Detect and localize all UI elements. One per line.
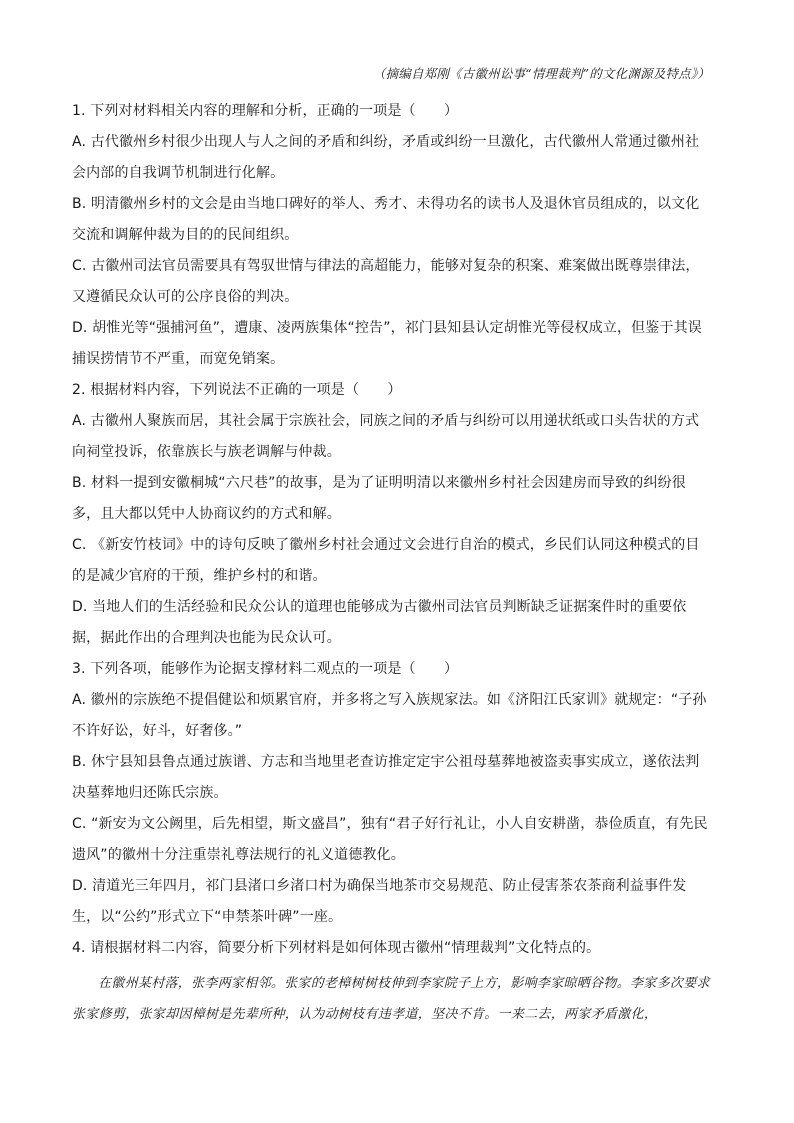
question-stem: 1. 下列对材料相关内容的理解和分析，正确的一项是（ ） <box>72 103 459 119</box>
question-2 <box>72 375 710 654</box>
question-stem: 4. 请根据材料二内容，简要分析下列材料是如何体现古徽州“情理裁判”文化特点的。 <box>72 940 601 956</box>
option-d: D. 当地人们的生活经验和民众公认的道理也能够成为古徽州司法官员判断缺乏证据案件时的重要依据，据此作出的合理判决也能为民众认可。 <box>72 599 687 646</box>
question-1 <box>72 96 710 375</box>
option-b: B. 休宁县知县鲁点通过族谱、方志和当地里老查访推定定宇公祖母墓葬地被盗卖事实成立，遂依法判决墓葬地归还陈氏宗族。 <box>72 754 700 801</box>
question-3 <box>72 654 710 933</box>
option-d: D. 胡惟光等“强捕河鱼”，遭康、凌两族集体“控告”，祁门县知县认定胡惟光等侵权成立，但鉴于其误捕误捞情节不严重，而宽免销案。 <box>72 320 702 367</box>
option-a: A. 古代徽州乡村很少出现人与人之间的矛盾和纠纷，矛盾或纠纷一旦激化，古代徽州人常通过徽州社会内部的自我调节机制进行化解。 <box>72 134 700 181</box>
question-4 <box>72 933 710 1030</box>
option-c: C. “新安为文公阙里，后先相望，斯文盛昌”，独有“君子好行礼让，小人自安耕凿，恭俭质直，有先民遗风”的徽州十分注重崇礼尊法规行的礼义道德教化。 <box>72 816 708 863</box>
option-c: C. 古徽州司法官员需要具有驾驭世情与律法的高超能力，能够对复杂的积案、难案做出既尊崇律法，又遵循民众认可的公序良俗的判决。 <box>72 258 700 305</box>
option-list <box>72 406 710 654</box>
option-a: A. 徽州的宗族绝不提倡健讼和烦累官府，并多将之写入族规家法。如《济阳江氏家训》就规定：“子孙不许好讼，好斗，好奢侈。” <box>72 692 707 739</box>
material-passage: 在徽州某村落，张李两家相邻。张家的老樟树树枝伸到李家院子上方，影响李家晾晒谷物。李家多次要求张家修剪，张家却因樟树是先辈所种，认为动树枝有违孝道，坚决不肯。一来二去，两家矛盾激化， <box>72 976 710 1022</box>
question-stem: 2. 根据材料内容，下列说法不正确的一项是（ ） <box>72 382 402 398</box>
option-d: D. 清道光三年四月，祁门县渚口乡渚口村为确保当地茶市交易规范、防止侵害茶农茶商利益事件发生，以“公约”形式立下“申禁茶叶碑”一座。 <box>72 878 687 925</box>
option-b: B. 明清徽州乡村的文会是由当地口碑好的举人、秀才、未得功名的读书人及退休官员组成的，以文化交流和调解仲裁为目的的民间组织。 <box>72 196 700 243</box>
option-c: C. 《新安竹枝词》中的诗句反映了徽州乡村社会通过文会进行自治的模式，乡民们认同这种模式的目的是减少官府的干预，维护乡村的和谐。 <box>72 537 700 584</box>
option-list <box>72 127 710 375</box>
option-b: B. 材料一提到安徽桐城“六尺巷”的故事，是为了证明明清以来徽州乡村社会因建房而导致的纠纷很多，且大都以凭中人协商议约的方式和解。 <box>72 475 686 522</box>
source-citation: （摘编自郑刚《古徽州讼事“情理裁判”的文化渊源及特点》） <box>372 66 710 81</box>
question-stem: 3. 下列各项，能够作为论据支撑材料二观点的一项是（ ） <box>72 661 459 677</box>
option-a: A. 古徽州人聚族而居，其社会属于宗族社会，同族之间的矛盾与纠纷可以用递状纸或口头告状的方式向祠堂投诉，依靠族长与族老调解与仲裁。 <box>72 413 700 460</box>
option-list <box>72 685 710 933</box>
